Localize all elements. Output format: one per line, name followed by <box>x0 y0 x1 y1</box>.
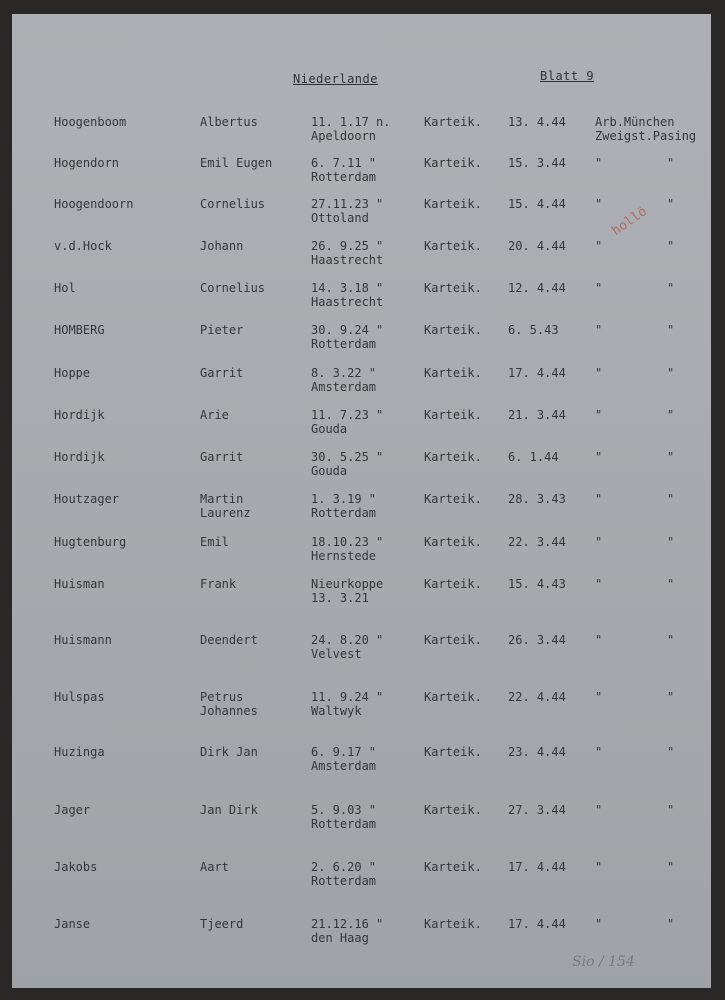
card-index-date: 20. 4.44 <box>508 239 566 253</box>
surname: Hoogendoorn <box>54 197 134 211</box>
branch-office: " <box>667 366 675 380</box>
card-index-label: Karteik. <box>424 633 482 647</box>
card-index-label: Karteik. <box>424 745 482 759</box>
card-index-date: 17. 4.44 <box>508 366 566 380</box>
birth-date: 18.10.23 " <box>311 535 384 549</box>
birth-date: 11. 9.24 " <box>311 690 384 704</box>
red-handwritten-mark: hollö <box>609 204 650 239</box>
branch-office: " <box>667 450 675 464</box>
branch-office: Zweigst.Pasing <box>595 129 697 143</box>
birth-date: 1. 3.19 " <box>311 492 377 506</box>
birth-date: 2. 6.20 " <box>311 860 377 874</box>
branch-office: " <box>667 745 675 759</box>
surname: Hugtenburg <box>54 535 127 549</box>
branch-office: " <box>667 535 675 549</box>
first-name: Arie <box>200 408 229 422</box>
first-name: Dirk Jan <box>200 745 258 759</box>
surname: Hordijk <box>54 450 105 464</box>
birth-place: Amsterdam <box>311 380 377 394</box>
branch-office: " <box>667 860 675 874</box>
first-name: Garrit <box>200 366 244 380</box>
card-index-label: Karteik. <box>424 690 482 704</box>
first-name: Johann <box>200 239 244 253</box>
birth-date: 8. 3.22 " <box>311 366 377 380</box>
birth-place: Haastrecht <box>311 295 384 309</box>
birth-place: Rotterdam <box>311 170 377 184</box>
card-index-date: 22. 3.44 <box>508 535 566 549</box>
surname: Hoogenboom <box>54 115 127 129</box>
handwritten-signature: Sio / 154 <box>572 954 635 970</box>
surname: Jager <box>54 803 91 817</box>
record-row <box>12 690 711 746</box>
employment-office: " <box>595 323 603 337</box>
birth-date: 26. 9.25 " <box>311 239 384 253</box>
surname: Huisman <box>54 577 105 591</box>
birth-place: Gouda <box>311 422 348 436</box>
employment-office: " <box>595 492 603 506</box>
birth-date: 30. 9.24 " <box>311 323 384 337</box>
birth-place: Ottoland <box>311 211 369 225</box>
birth-place: Gouda <box>311 464 348 478</box>
branch-office: " <box>667 633 675 647</box>
birth-date: 5. 9.03 " <box>311 803 377 817</box>
surname: Hogendorn <box>54 156 120 170</box>
record-row <box>12 860 711 916</box>
branch-office: " <box>667 156 675 170</box>
birth-date: 11. 1.17 n. <box>311 115 391 129</box>
birth-date: 14. 3.18 " <box>311 281 384 295</box>
employment-office: " <box>595 690 603 704</box>
birth-place: Rotterdam <box>311 874 377 888</box>
first-name: Jan Dirk <box>200 803 258 817</box>
card-index-label: Karteik. <box>424 197 482 211</box>
employment-office: " <box>595 535 603 549</box>
first-name: Garrit <box>200 450 244 464</box>
birth-date: 6. 7.11 " <box>311 156 377 170</box>
birth-place: Rotterdam <box>311 337 377 351</box>
card-index-label: Karteik. <box>424 281 482 295</box>
card-index-date: 26. 3.44 <box>508 633 566 647</box>
employment-office: " <box>595 408 603 422</box>
birth-date: 11. 7.23 " <box>311 408 384 422</box>
employment-office: " <box>595 197 603 211</box>
branch-office: " <box>667 323 675 337</box>
card-index-date: 23. 4.44 <box>508 745 566 759</box>
birth-place: Velvest <box>311 647 362 661</box>
birth-place: Amsterdam <box>311 759 377 773</box>
employment-office: " <box>595 366 603 380</box>
surname: HOMBERG <box>54 323 105 337</box>
card-index-date: 28. 3.43 <box>508 492 566 506</box>
surname: Hulspas <box>54 690 105 704</box>
employment-office: " <box>595 156 603 170</box>
surname: Huismann <box>54 633 112 647</box>
card-index-label: Karteik. <box>424 366 482 380</box>
surname: Hordijk <box>54 408 105 422</box>
record-row <box>12 803 711 859</box>
card-index-date: 15. 3.44 <box>508 156 566 170</box>
birth-place: Apeldoorn <box>311 129 377 143</box>
branch-office: " <box>667 492 675 506</box>
first-name: Deendert <box>200 633 258 647</box>
employment-office: " <box>595 860 603 874</box>
card-index-date: 15. 4.43 <box>508 577 566 591</box>
employment-office: " <box>595 633 603 647</box>
birth-place: Waltwyk <box>311 704 362 718</box>
surname: Houtzager <box>54 492 120 506</box>
birth-place: den Haag <box>311 931 369 945</box>
employment-office: " <box>595 281 603 295</box>
card-index-date: 17. 4.44 <box>508 860 566 874</box>
card-index-label: Karteik. <box>424 917 482 931</box>
card-index-label: Karteik. <box>424 803 482 817</box>
surname: Huzinga <box>54 745 105 759</box>
card-index-label: Karteik. <box>424 450 482 464</box>
birth-date: Nieurkoppe <box>311 577 384 591</box>
employment-office: " <box>595 917 603 931</box>
birth-date: 30. 5.25 " <box>311 450 384 464</box>
first-name: Pieter <box>200 323 244 337</box>
card-index-label: Karteik. <box>424 115 482 129</box>
sheet-number: Blatt 9 <box>540 69 595 83</box>
first-name: Emil <box>200 535 229 549</box>
card-index-date: 17. 4.44 <box>508 917 566 931</box>
surname: Hol <box>54 281 76 295</box>
branch-office: " <box>667 803 675 817</box>
first-name: Martin <box>200 492 244 506</box>
card-index-label: Karteik. <box>424 408 482 422</box>
first-name: Tjeerd <box>200 917 244 931</box>
surname: Janse <box>54 917 91 931</box>
employment-office: " <box>595 803 603 817</box>
card-index-date: 12. 4.44 <box>508 281 566 295</box>
card-index-label: Karteik. <box>424 860 482 874</box>
surname: v.d.Hock <box>54 239 112 253</box>
record-row <box>12 633 711 689</box>
branch-office: " <box>667 281 675 295</box>
birth-date: 24. 8.20 " <box>311 633 384 647</box>
branch-office: " <box>667 197 675 211</box>
first-name: Petrus <box>200 690 244 704</box>
first-name: Aart <box>200 860 229 874</box>
document-sheet <box>12 14 711 988</box>
surname: Hoppe <box>54 366 91 380</box>
card-index-date: 27. 3.44 <box>508 803 566 817</box>
branch-office: " <box>667 690 675 704</box>
birth-place: Hernstede <box>311 549 377 563</box>
card-index-label: Karteik. <box>424 577 482 591</box>
employment-office: " <box>595 577 603 591</box>
card-index-label: Karteik. <box>424 239 482 253</box>
card-index-date: 22. 4.44 <box>508 690 566 704</box>
first-name: Cornelius <box>200 281 266 295</box>
card-index-date: 6. 1.44 <box>508 450 559 464</box>
first-name: Emil Eugen <box>200 156 273 170</box>
first-name: Frank <box>200 577 237 591</box>
birth-place: 13. 3.21 <box>311 591 369 605</box>
birth-date: 6. 9.17 " <box>311 745 377 759</box>
card-index-label: Karteik. <box>424 535 482 549</box>
card-index-date: 6. 5.43 <box>508 323 559 337</box>
birth-date: 21.12.16 " <box>311 917 384 931</box>
branch-office: " <box>667 239 675 253</box>
branch-office: " <box>667 577 675 591</box>
employment-office: Arb.München <box>595 115 675 129</box>
employment-office: " <box>595 239 603 253</box>
first-name: Cornelius <box>200 197 266 211</box>
first-name: Albertus <box>200 115 258 129</box>
record-row <box>12 745 711 801</box>
record-row <box>12 577 711 633</box>
card-index-date: 15. 4.44 <box>508 197 566 211</box>
country-heading: Niederlande <box>293 72 378 86</box>
surname: Jakobs <box>54 860 98 874</box>
birth-place: Rotterdam <box>311 506 377 520</box>
birth-place: Haastrecht <box>311 253 384 267</box>
card-index-date: 13. 4.44 <box>508 115 566 129</box>
branch-office: " <box>667 408 675 422</box>
birth-place: Rotterdam <box>311 817 377 831</box>
birth-date: 27.11.23 " <box>311 197 384 211</box>
card-index-date: 21. 3.44 <box>508 408 566 422</box>
first-name-second: Laurenz <box>200 506 251 520</box>
employment-office: " <box>595 745 603 759</box>
card-index-label: Karteik. <box>424 156 482 170</box>
card-index-label: Karteik. <box>424 492 482 506</box>
card-index-label: Karteik. <box>424 323 482 337</box>
employment-office: " <box>595 450 603 464</box>
branch-office: " <box>667 917 675 931</box>
first-name-second: Johannes <box>200 704 258 718</box>
